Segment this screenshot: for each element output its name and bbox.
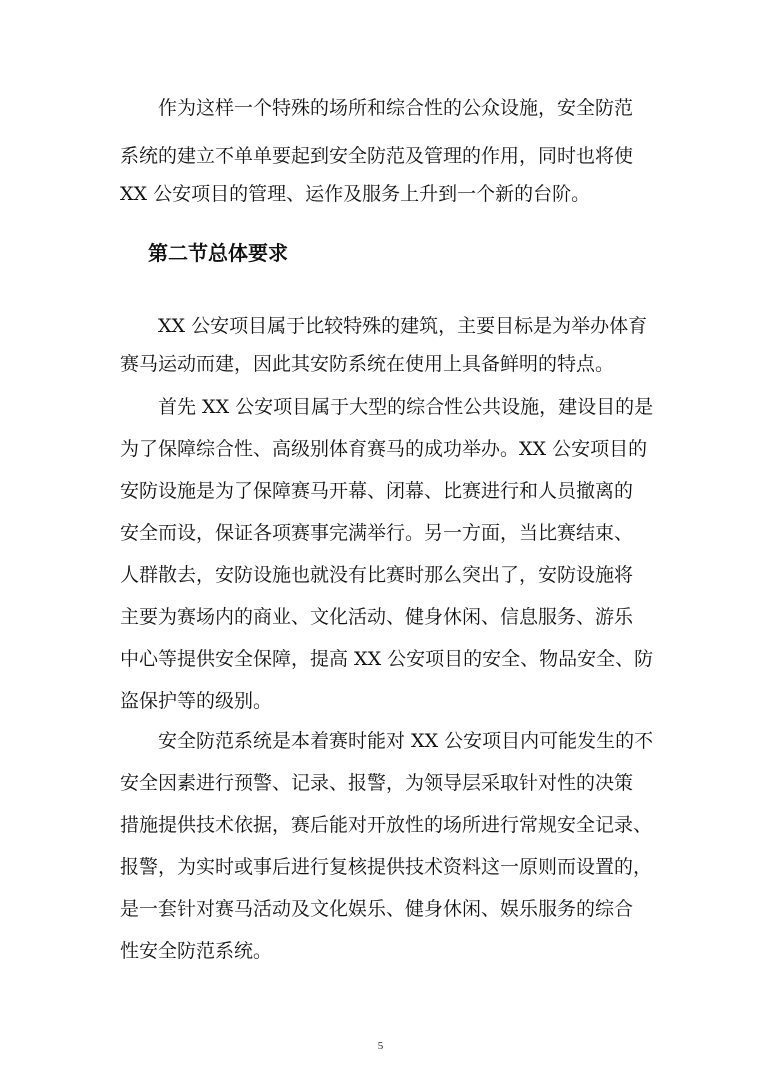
paragraph-4-line-2 — [120, 771, 761, 795]
section-heading: 第二节总体要求 — [148, 241, 288, 265]
paragraph-1-line-2 — [120, 144, 761, 168]
text: 安全防范系统是本着赛时能对 XX 公安项目内可能发生的不 — [158, 730, 654, 752]
text: 性安全防范系统。 — [120, 940, 273, 962]
text: 安防设施是为了保障赛马开幕、闭幕、比赛进行和人员撤离的 — [120, 480, 634, 502]
paragraph-3-line-2 — [120, 437, 761, 461]
text: 安全因素进行预警、记录、报警，为领导层采取针对性的决策 — [120, 772, 634, 794]
paragraph-2-line-1 — [158, 314, 761, 338]
text: 中心等提供安全保障，提高 XX 公安项目的安全、物品安全、防 — [120, 648, 654, 670]
text: 首先 XX 公安项目属于大型的综合性公共设施，建设目的是 — [158, 396, 654, 418]
text: 赛马运动而建，因此其安防系统在使用上具备鲜明的特点。 — [120, 353, 615, 375]
page-number: 5 — [377, 1040, 384, 1052]
text: 为了保障综合性、高级别体育赛马的成功举办。XX 公安项目的 — [120, 438, 648, 460]
paragraph-4-line-1 — [158, 729, 761, 753]
paragraph-3-line-1 — [158, 395, 761, 419]
paragraph-3-line-5 — [120, 563, 761, 587]
text: 盗保护等的级别。 — [120, 690, 273, 712]
paragraph-3-line-7 — [120, 647, 761, 671]
paragraph-1-line-1 — [158, 96, 761, 120]
text: 系统的建立不单单要起到安全防范及管理的作用，同时也将使 — [120, 145, 634, 167]
text: XX 公安项目的管理、运作及服务上升到一个新的台阶。 — [120, 183, 591, 205]
text: 主要为赛场内的商业、文化活动、健身休闲、信息服务、游乐 — [120, 606, 634, 628]
paragraph-3-line-6 — [120, 605, 761, 629]
paragraph-1-line-3 — [120, 182, 761, 206]
paragraph-4-line-5 — [120, 897, 761, 921]
text: 人群散去，安防设施也就没有比赛时那么突出了，安防设施将 — [120, 564, 634, 586]
paragraph-3-line-8 — [120, 689, 761, 713]
text: 作为这样一个特殊的场所和综合性的公众设施，安全防范 — [158, 97, 634, 119]
paragraph-3-line-3 — [120, 479, 761, 503]
text: 措施提供技术依据，赛后能对开放性的场所进行常规安全记录、 — [120, 814, 653, 836]
text: 报警，为实时或事后进行复核提供技术资料这一原则而设置的， — [120, 856, 653, 878]
paragraph-4-line-6 — [120, 939, 761, 963]
paragraph-4-line-3 — [120, 813, 761, 837]
paragraph-3-line-4 — [120, 521, 761, 545]
paragraph-4-line-4 — [120, 855, 761, 879]
paragraph-2-line-2 — [120, 352, 761, 376]
text: XX 公安项目属于比较特殊的建筑，主要目标是为举办体育 — [158, 315, 648, 337]
text: 安全而设，保证各项赛事完满举行。另一方面，当比赛结束、 — [120, 522, 634, 544]
text: 是一套针对赛马活动及文化娱乐、健身休闲、娱乐服务的综合 — [120, 898, 634, 920]
